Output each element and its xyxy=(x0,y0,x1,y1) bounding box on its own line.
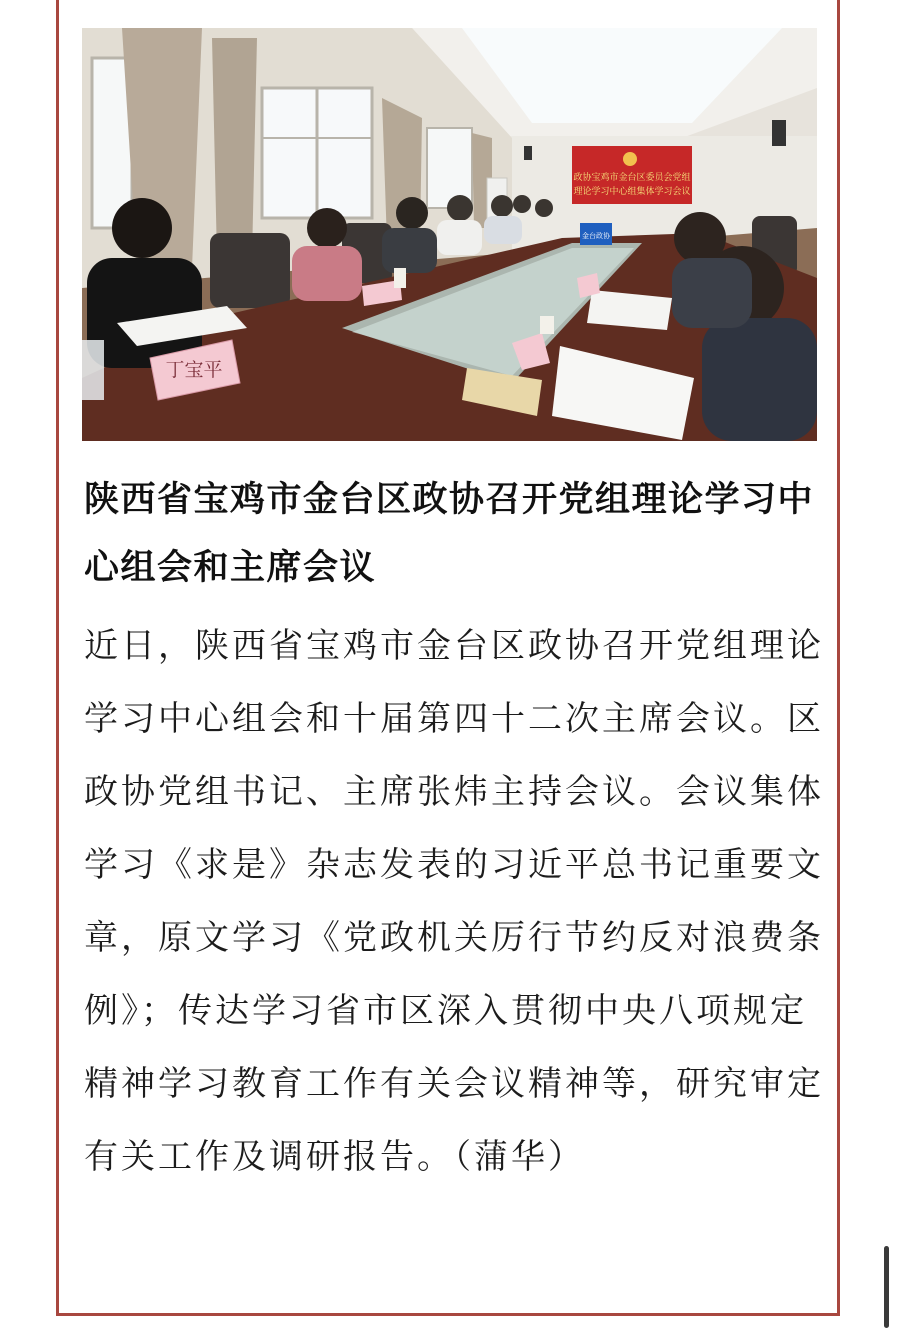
nameplate-text: 丁宝平 xyxy=(165,359,223,381)
article-headline: 陕西省宝鸡市金台区政协召开党组理论学习中心组会和主席会议 xyxy=(84,480,815,588)
plaque-text: 金台政协 xyxy=(582,232,610,240)
banner-line-2: 理论学习中心组集体学习会议 xyxy=(573,187,691,197)
meeting-photo xyxy=(82,28,817,441)
article-body: 近日，陕西省宝鸡市金台区政协召开党组理论学习中心组会和十届第四十二次主席会议。区政协党组书记、主席张炜主持会议。会议集体学习《求是》杂志发表的习近平总书记重要文章，原文学习《党政机关厉行节约反对浪费条例》；传达学习省市区深入贯彻中央八项规定精神学习教育工作有关会议精神等，研究审定有关工作及调研报告。（蒲华） xyxy=(84,626,824,1177)
banner-line-1: 政协宝鸡市金台区委员会党组 xyxy=(573,173,691,183)
scrollbar-thumb[interactable] xyxy=(884,1246,889,1328)
